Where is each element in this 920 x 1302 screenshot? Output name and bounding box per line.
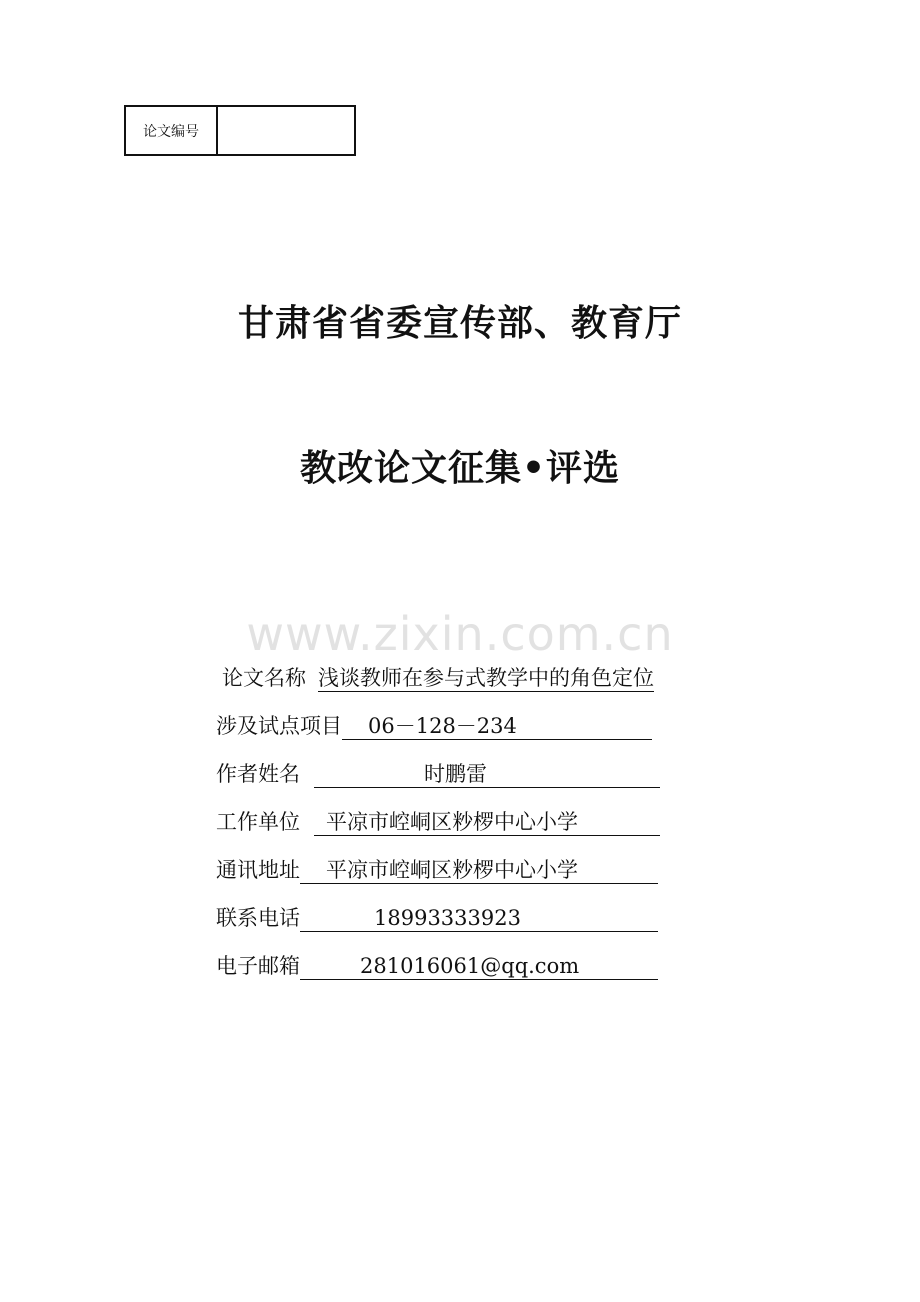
field-paper-title-label: 论文名称 bbox=[222, 666, 306, 690]
field-unit bbox=[216, 806, 660, 836]
paper-number-box bbox=[124, 105, 356, 156]
field-phone-label: 联系电话 bbox=[216, 906, 300, 930]
field-unit-value: 平凉市崆峒区粆椤中心小学 bbox=[314, 809, 660, 836]
watermark: www.zixin.com.cn bbox=[246, 607, 674, 661]
paper-number-label: 论文编号 bbox=[126, 107, 218, 154]
field-project-label: 涉及试点项目 bbox=[216, 714, 342, 738]
document-title-line1: 甘肃省省委宣传部、教育厅 bbox=[237, 303, 682, 344]
field-phone-value: 18993333923 bbox=[300, 905, 658, 932]
document-title-line2: 教改论文征集•评选 bbox=[299, 448, 620, 489]
field-project bbox=[216, 710, 652, 740]
field-author-value: 时鹏雷 bbox=[314, 761, 660, 788]
field-project-value: 06－128－234 bbox=[342, 713, 652, 740]
field-address-value: 平凉市崆峒区粆椤中心小学 bbox=[300, 857, 658, 884]
field-paper-title-value: 浅谈教师在参与式教学中的角色定位 bbox=[318, 666, 654, 690]
field-address-label: 通讯地址 bbox=[216, 858, 300, 882]
field-email bbox=[216, 950, 658, 980]
field-unit-label: 工作单位 bbox=[216, 810, 300, 834]
field-email-value: 281016061@qq.com bbox=[300, 953, 658, 980]
paper-number-value bbox=[218, 107, 354, 154]
field-author-label: 作者姓名 bbox=[216, 762, 300, 786]
field-author bbox=[216, 758, 660, 788]
field-paper-title bbox=[222, 662, 654, 692]
field-email-label: 电子邮箱 bbox=[216, 954, 300, 978]
field-address bbox=[216, 854, 658, 884]
field-phone bbox=[216, 902, 658, 932]
